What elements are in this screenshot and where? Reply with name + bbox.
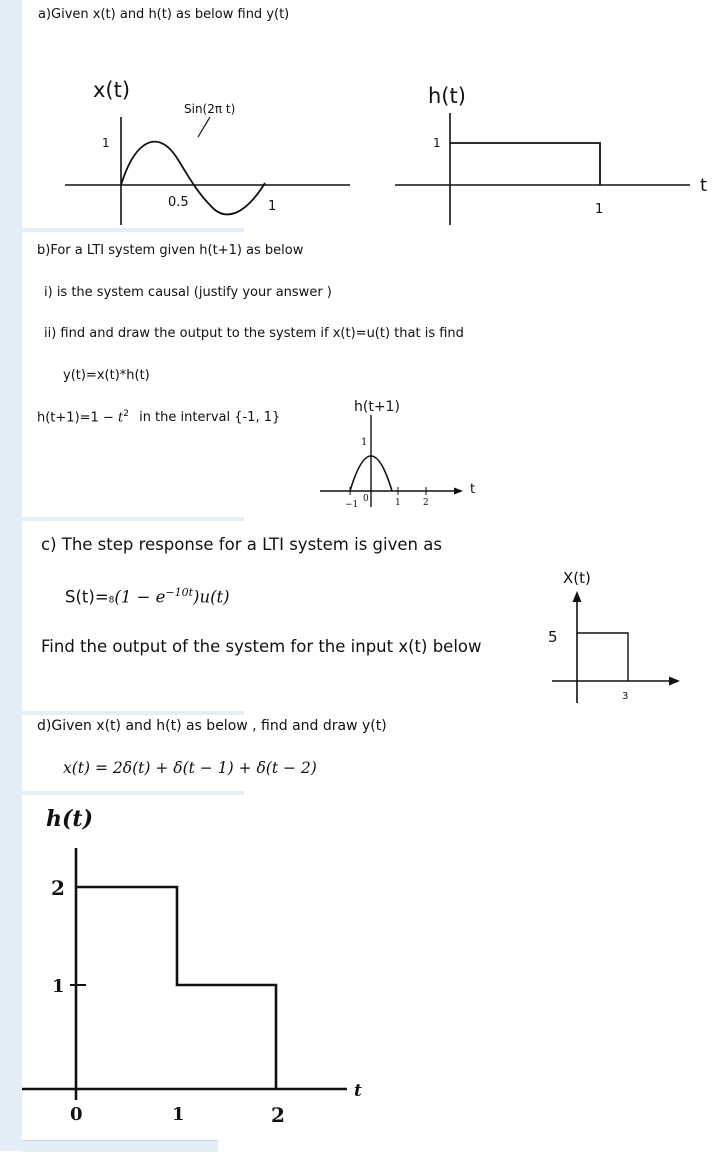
x-plot-label-leader [198,117,210,137]
d-plot-axis-label: t [354,1081,362,1101]
h-plot-axis-label: t [700,175,708,196]
c-plot-title: X(t) [563,569,591,587]
d-plot-y-tick-1: 1 [52,976,65,997]
d-plot-x-tick-1: 1 [172,1104,185,1125]
h-plot-x-tick: 1 [595,202,604,217]
part-c-step-response [65,586,230,607]
s-formula: (1 − e [114,587,166,607]
b-plot-tick-1: 1 [395,498,401,508]
section-divider [22,711,244,715]
part-d-x-definition: x(t) = 2δ(t) + δ(t − 1) + δ(t − 2) [63,759,317,777]
h-def-exp: 2 [123,409,129,419]
c-plot-horizontal-arrow [669,677,680,686]
d-plot-title: h(t) [46,806,93,832]
d-plot-x-tick-2: 2 [271,1103,285,1127]
b-plot-title: h(t+1) [354,399,400,415]
b-plot-y-tick: 1 [361,437,368,448]
part-b-item-ii: ii) find and draw the output to the system if x(t)=u(t) that is find [44,326,464,341]
c-plot-vertical-arrow [573,591,582,602]
h-plot-pulse [450,143,600,185]
part-a-question: a)Given x(t) and h(t) as below find y(t) [38,7,290,22]
d-plot-y-tick-2: 2 [51,876,65,900]
c-plot-pulse [577,633,628,681]
c-plot-y-tick: 5 [548,628,558,646]
part-c-plot [540,565,690,710]
part-d-question: d)Given x(t) and h(t) as below , find and draw y(t) [37,718,387,734]
left-margin-bar [0,0,22,1151]
d-plot-x-tick-0: 0 [70,1104,83,1125]
x-plot-tick-half: 0.5 [168,195,189,210]
part-c-question: c) The step response for a LTI system is given as [41,535,442,554]
d-plot-staircase [76,887,276,1089]
x-plot-sine-curve [121,142,265,215]
s-prefix: S(t)= [65,587,109,607]
h-def-prefix: h(t+1)=1 − [37,410,118,426]
part-b-plot [318,395,493,515]
part-d-plot [22,800,382,1140]
s-exp: −10t [165,586,194,599]
c-plot-x-tick: 3 [622,691,629,702]
section-divider [22,517,244,521]
x-plot-tick-one: 1 [268,199,277,214]
b-plot-tick-m1: −1 [345,500,359,510]
h-def-suffix: in the interval {-1, 1} [139,410,281,426]
part-b-h-definition [37,409,280,425]
h-plot-y-tick: 1 [433,136,441,150]
x-plot-title: x(t) [93,78,131,102]
part-c-find: Find the output of the system for the input x(t) below [41,637,482,656]
part-b-item-i: i) is the system causal (justify your answer ) [44,285,332,300]
b-plot-tick-2: 2 [423,498,429,508]
section-divider [22,228,244,232]
x-plot-y-tick: 1 [102,136,110,150]
h-def-t: t [117,410,124,426]
section-divider [22,791,244,795]
part-a-h-plot [390,75,715,225]
part-a-x-plot [60,75,360,225]
part-b-question: b)For a LTI system given h(t+1) as below [37,243,304,258]
x-plot-curve-label: Sin(2π t) [184,102,236,116]
s-small: 8 [108,595,115,606]
part-b-convolution: y(t)=x(t)*h(t) [63,368,150,383]
s-tail: )u(t) [193,587,230,607]
bottom-tab-strip [22,1140,218,1152]
h-plot-title: h(t) [428,84,466,108]
b-plot-tick-0: 0 [363,494,369,504]
b-plot-axis-label: t [470,482,476,497]
b-plot-axis-arrow [454,488,463,495]
